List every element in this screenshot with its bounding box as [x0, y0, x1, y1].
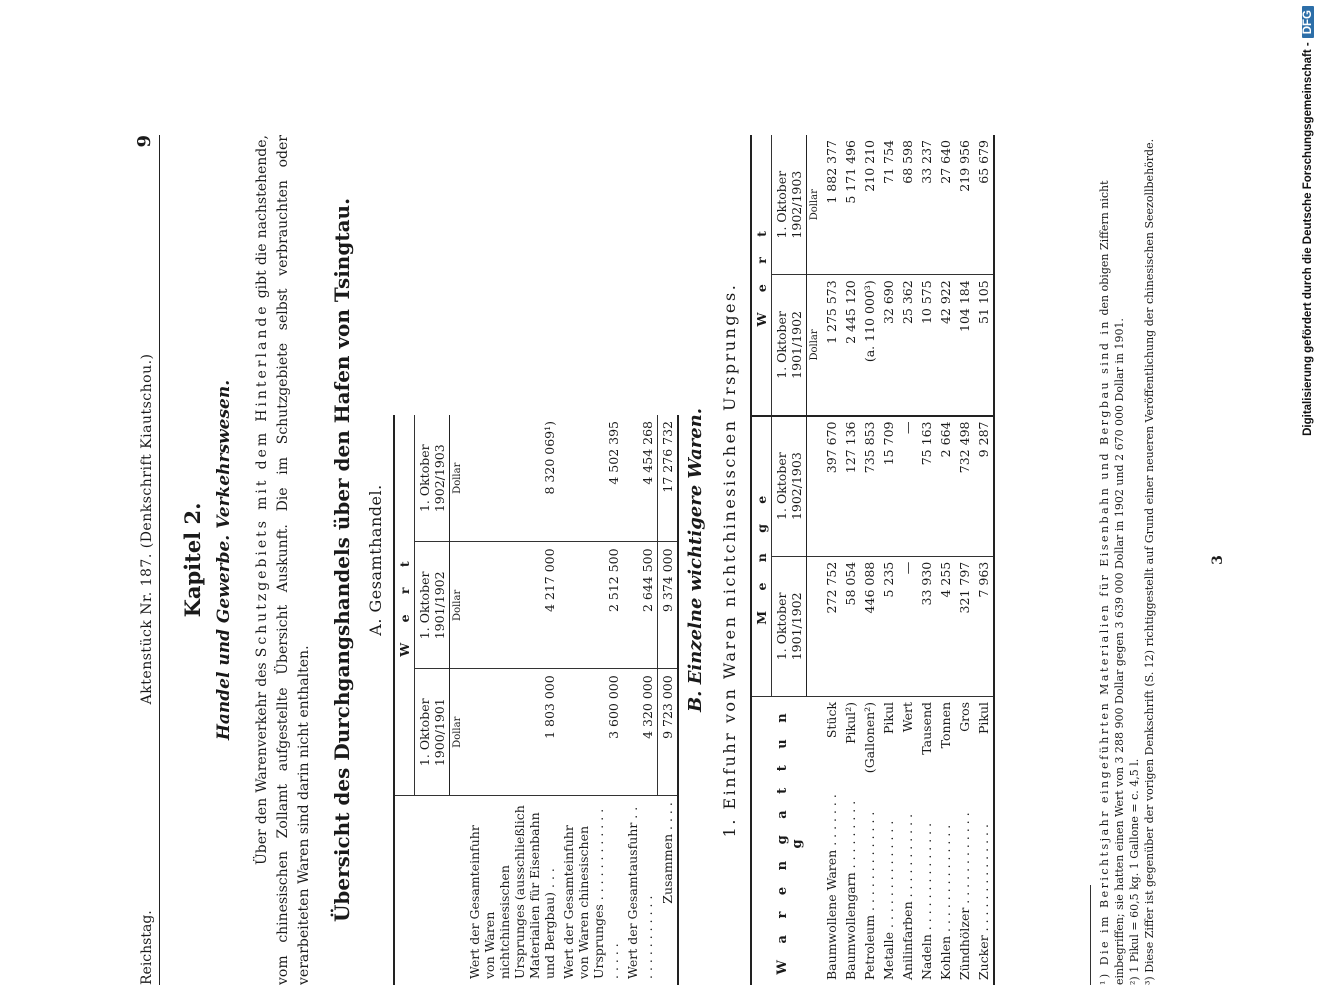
table-row: [559, 415, 623, 985]
table-row: [465, 415, 559, 985]
wert-1902: 71 754: [879, 135, 898, 275]
row-unit: Gros: [955, 696, 974, 784]
cell-value: 4 454 268: [623, 415, 657, 542]
menge-1901: 272 752: [822, 556, 841, 696]
t1-unit-spacer: [450, 796, 466, 985]
table-total-row: [657, 415, 678, 985]
t1-col-1900: 1. Oktober 1900/1901: [415, 669, 450, 796]
table-row: [841, 135, 860, 985]
row-label: Nadeln . . . . . . . . . . . . . .: [919, 822, 934, 980]
footnote-3: ³) Diese Ziffer ist gegenüber der vorigen Denkschrift (S. 12) richtiggestellt auf Grund einer neueren Veröffentlichung der chinesischen Seezollbehörde.: [1143, 138, 1156, 985]
row-unit: (Gallonen²): [860, 696, 879, 784]
t2-body: [822, 135, 994, 985]
row-label: Kohlen . . . . . . . . . . . . . .: [938, 824, 953, 980]
t2-group-wert: W e r t: [751, 135, 772, 416]
menge-1901: 58 054: [841, 556, 860, 696]
row-label: Baumwollengarn . . . . . . . . .: [843, 800, 858, 980]
wert-1901: 2 445 120: [841, 275, 860, 416]
total-label: Zusammen . . . .: [657, 796, 678, 985]
menge-1902: 735 853: [860, 416, 879, 557]
dfg-text-line: [1302, 6, 1314, 706]
table-row: [917, 135, 936, 985]
row-unit: Pikul: [879, 696, 898, 784]
t1-col-1902: 1. Oktober 1902/1903: [415, 415, 450, 542]
cell-value: 4 502 395: [559, 415, 623, 542]
intro-text-1: Über den Warenverkehr des: [254, 662, 270, 865]
t1-unit: Dollar: [450, 542, 466, 669]
footnote-1: [1097, 135, 1127, 985]
total-value: 9 723 000: [657, 669, 678, 796]
row-label: Zucker . . . . . . . . . . . . . .: [974, 785, 994, 985]
row-unit: Wert: [898, 696, 917, 784]
wert-1902: 27 640: [936, 135, 955, 275]
row-unit: Tausend: [917, 696, 936, 784]
menge-1901: 446 088: [860, 556, 879, 696]
t2-col-warengattung: W a r e n g a t t u n g: [751, 696, 807, 985]
t2-col-wert-1901: 1. Oktober 1901/1902: [772, 275, 807, 416]
table-row: [955, 135, 974, 985]
einfuhr-table: [750, 135, 995, 985]
footnote-2: ²) 1 Pikul = 60,5 kg. 1 Gallone = c. 4,5 l.: [1128, 758, 1141, 985]
table-row: [879, 135, 898, 985]
wert-1901: 1 275 573: [822, 275, 841, 416]
wert-1902: 65 679: [974, 135, 994, 275]
row-label: Wert der Gesamtausfuhr . . . . . . . . . . . . .: [623, 796, 657, 985]
chapter-heading: Kapitel 2.: [180, 502, 205, 618]
t2-unit-spacer: [807, 556, 823, 696]
header-center: Aktenstück Nr. 187. (Denkschrift Kiautschou.): [139, 353, 155, 705]
row-unit: Stück: [822, 696, 841, 784]
t1-corner: [394, 796, 450, 985]
menge-1902: 127 136: [841, 416, 860, 557]
wert-1902: 1 882 377: [822, 135, 841, 275]
cell-value: 4 217 000: [465, 542, 559, 669]
row-label: Zündhölzer . . . . . . . . . . . .: [957, 812, 972, 980]
t1-col-1901: 1. Oktober 1901/1902: [415, 542, 450, 669]
table-row: [623, 415, 657, 985]
gesamthandel-table: [393, 415, 679, 985]
chapter-subtitle: Handel und Gewerbe. Verkehrswesen.: [214, 379, 234, 741]
t2-col-menge-1901: 1. Oktober 1901/1902: [772, 556, 807, 696]
page-number: 9: [134, 135, 155, 148]
intro-paragraph: [252, 135, 315, 985]
table-row: [974, 135, 994, 985]
menge-1901: 5 235: [879, 556, 898, 696]
table-row: [860, 135, 879, 985]
menge-1901: —: [898, 556, 917, 696]
menge-1901: 7 963: [974, 556, 994, 696]
row-label: Baumwollene Waren . . . . . . .: [824, 794, 839, 980]
menge-1902: 2 664: [936, 416, 955, 557]
wert-1901: 51 105: [974, 275, 994, 416]
wert-1901: 10 575: [917, 275, 936, 416]
t1-group-header: W e r t: [394, 415, 415, 796]
row-label: Petroleum . . . . . . . . . . . . .: [862, 811, 877, 980]
menge-1901: 321 797: [955, 556, 974, 696]
wert-1901: 104 184: [955, 275, 974, 416]
wert-1901: (a. 110 000³): [860, 275, 879, 416]
footnote-rule: [1090, 885, 1091, 985]
menge-1902: 9 287: [974, 416, 994, 557]
t2-unit: Dollar: [807, 135, 823, 275]
footnotes: [1090, 135, 1157, 985]
section-b-heading: B. Einzelne wichtigere Waren.: [685, 407, 706, 713]
t2-unit-spacer: [807, 416, 823, 557]
menge-1902: —: [898, 416, 917, 557]
wert-1902: 33 237: [917, 135, 936, 275]
t2-col-wert-1902: 1. Oktober 1902/1903: [772, 135, 807, 275]
wert-1901: 32 690: [879, 275, 898, 416]
table-row: [822, 135, 841, 985]
dfg-logo: DFG: [1302, 6, 1314, 38]
row-label: Wert der Gesamteinfuhr von Waren nichtchinesischen Ursprunges (ausschließlich Materialien für Eisenbahn und Bergbau) . . .: [465, 796, 559, 985]
dfg-text: Digitalisierung gefördert durch die Deutsche Forschungsgemeinschaft -: [1302, 42, 1314, 436]
row-unit: Tonnen: [936, 696, 955, 784]
menge-1902: 15 709: [879, 416, 898, 557]
section-title: Übersicht des Durchgangshandels über den Hafen von Tsingtau.: [330, 197, 354, 923]
cell-value: 4 320 000: [623, 669, 657, 796]
total-value: 17 276 732: [657, 415, 678, 542]
menge-1901: 33 930: [917, 556, 936, 696]
wert-1902: 210 210: [860, 135, 879, 275]
cell-value: 8 320 069¹): [465, 415, 559, 542]
row-unit: Pikul: [974, 696, 994, 784]
wert-1902: 68 598: [898, 135, 917, 275]
menge-1902: 732 498: [955, 416, 974, 557]
dfg-watermark: [1302, 6, 1322, 706]
row-unit: Pikul²): [841, 696, 860, 784]
section-a-heading: A. Gesamthandel.: [366, 484, 385, 636]
table-row: [898, 135, 917, 985]
t2-col-menge-1902: 1. Oktober 1902/1903: [772, 416, 807, 557]
section-b1-heading: 1. Einfuhr von Waren nichtchinesischen Ursprunges.: [720, 282, 739, 838]
menge-1902: 75 163: [917, 416, 936, 557]
table-row: [936, 135, 955, 985]
footnote-1-rest: den obigen Ziffern nicht einbegriffen; sie hatten einen Wert von 3 288 900 Dollar gegen 3 639 000 Dollar in 1902 und 2 670 000 Dollar in 1901.: [1098, 180, 1126, 985]
wert-1902: 219 956: [955, 135, 974, 275]
rotated-document-page: [130, 120, 1324, 1000]
cell-value: 2 644 500: [623, 542, 657, 669]
wert-1901: 25 362: [898, 275, 917, 416]
header-left: Reichstag.: [139, 910, 155, 985]
cell-value: 2 512 500: [559, 542, 623, 669]
t2-unit: Dollar: [807, 275, 823, 416]
cell-value: 1 803 000: [465, 669, 559, 796]
wert-1901: 42 922: [936, 275, 955, 416]
row-label: Anilinfarben . . . . . . . . . . .: [900, 813, 915, 980]
menge-1902: 397 670: [822, 416, 841, 557]
t2-group-menge: M e n g e: [751, 416, 772, 697]
intro-text-2: gibt die nachstehende, vom chinesischen Zollamt aufgestellte Übersicht Auskunft. Die im Schutzgebiete selbst verbrauchten oder verarbeiteten Waren sind darin nicht enthalten.: [254, 135, 312, 985]
running-header: [130, 135, 160, 985]
wert-1902: 5 171 496: [841, 135, 860, 275]
footnote-1-spaced: ¹) Die im Berichtsjahr eingeführten Materialien für Eisenbahn und Bergbau sind in: [1098, 319, 1111, 985]
signature-mark: 3: [1210, 555, 1226, 565]
intro-text-spaced: Schutzgebiets mit dem Hinterlande: [254, 303, 270, 658]
t1-unit: Dollar: [450, 669, 466, 796]
total-value: 9 374 000: [657, 542, 678, 669]
t1-unit: Dollar: [450, 415, 466, 542]
cell-value: 3 600 000: [559, 669, 623, 796]
t2-unit-spacer: [807, 696, 823, 985]
row-label: Metalle . . . . . . . . . . . . . .: [881, 820, 896, 980]
menge-1901: 4 255: [936, 556, 955, 696]
row-label: Wert der Gesamteinfuhr von Waren chinesischen Ursprunges . . . . . . . . . . . . . . . . .: [559, 796, 623, 985]
